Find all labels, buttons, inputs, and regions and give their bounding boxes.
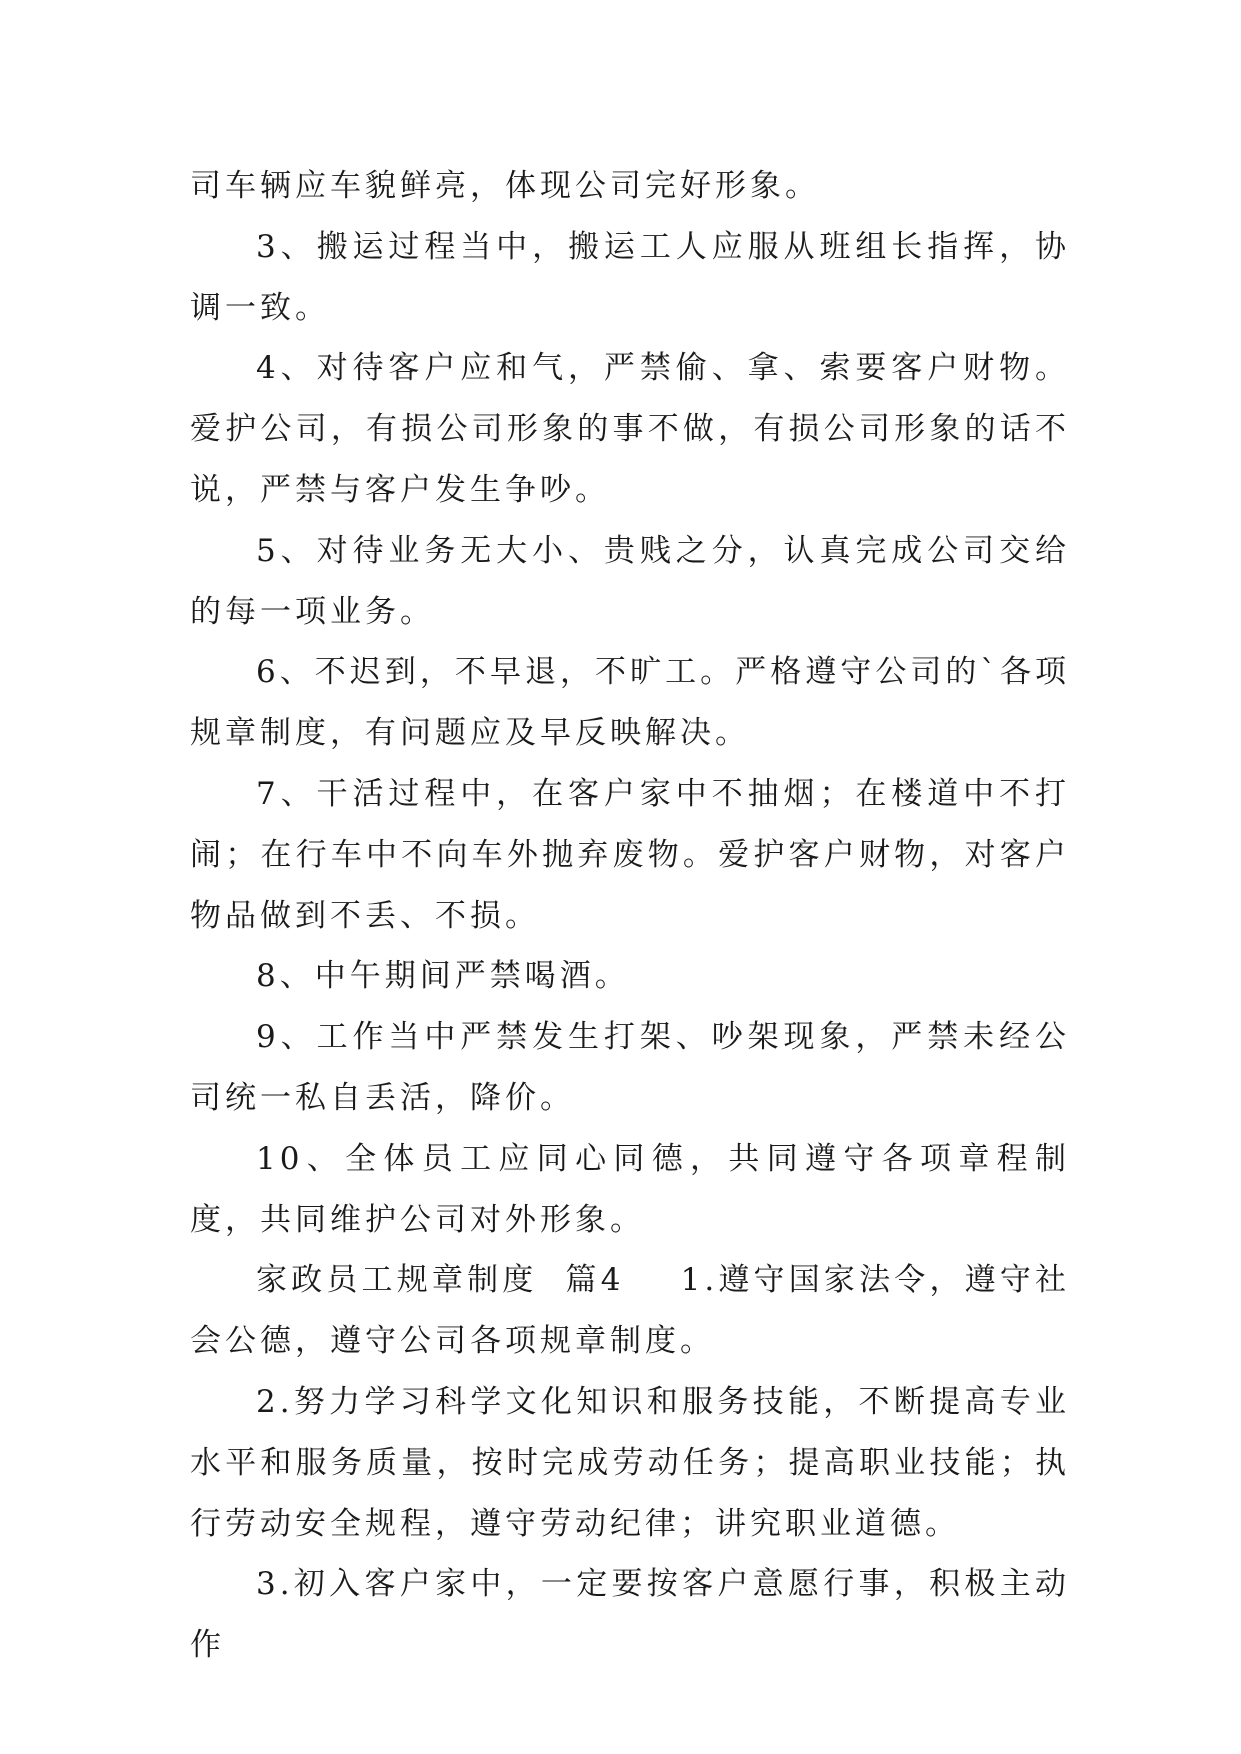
paragraph-rule-9: 9、工作当中严禁发生打架、吵架现象，严禁未经公司统一私自丢活，降价。 xyxy=(190,1019,1070,1116)
paragraph-item-3: 3.初入客户家中，一定要按客户意愿行事，积极主动作 xyxy=(190,1566,1070,1664)
paragraph-item-2: 2.努力学习科学文化知识和服务技能，不断提高专业水平和服务质量，按时完成劳动任务；提高职业技能；执行劳动安全规程，遵守劳动纪律；讲究职业道德。 xyxy=(190,1383,1070,1542)
paragraph-rule-4: 4、对待客户应和气，严禁偷、拿、索要客户财物。爱护公司，有损公司形象的事不做，有损公司形象的话不说，严禁与客户发生争吵。 xyxy=(190,350,1070,508)
paragraph-rule-5: 5、对待业务无大小、贵贱之分，认真完成公司交给的每一项业务。 xyxy=(190,532,1070,630)
document-body xyxy=(190,156,1070,1676)
section-gap xyxy=(624,1262,680,1298)
paragraph-rule-8: 8、中午期间严禁喝酒。 xyxy=(256,958,630,995)
paragraph-continued: 司车辆应车貌鲜亮，体现公司完好形象。 xyxy=(190,168,820,204)
section-heading: 家政员工规章制度 篇4 xyxy=(256,1262,625,1299)
paragraph-rule-7: 7、干活过程中，在客户家中不抽烟；在楼道中不打闹；在行车中不向车外抛弃废物。爱护客户财物，对客户物品做到不丢、不损。 xyxy=(190,775,1070,934)
section-first-item: 1.遵守国家法令，遵守社会公德，遵守公司各项规章制度。 xyxy=(190,1262,1071,1360)
paragraph-rule-6: 6、不迟到，不早退，不旷工。严格遵守公司的`各项规章制度，有问题应及早反映解决。 xyxy=(190,654,1070,752)
paragraph-rule-3: 3、搬运过程当中，搬运工人应服从班组长指挥，协调一致。 xyxy=(190,228,1070,326)
section-heading-paragraph xyxy=(190,1250,1070,1372)
paragraph-rule-10: 10、全体员工应同心同德，共同遵守各项章程制度，共同维护公司对外形象。 xyxy=(190,1140,1070,1238)
